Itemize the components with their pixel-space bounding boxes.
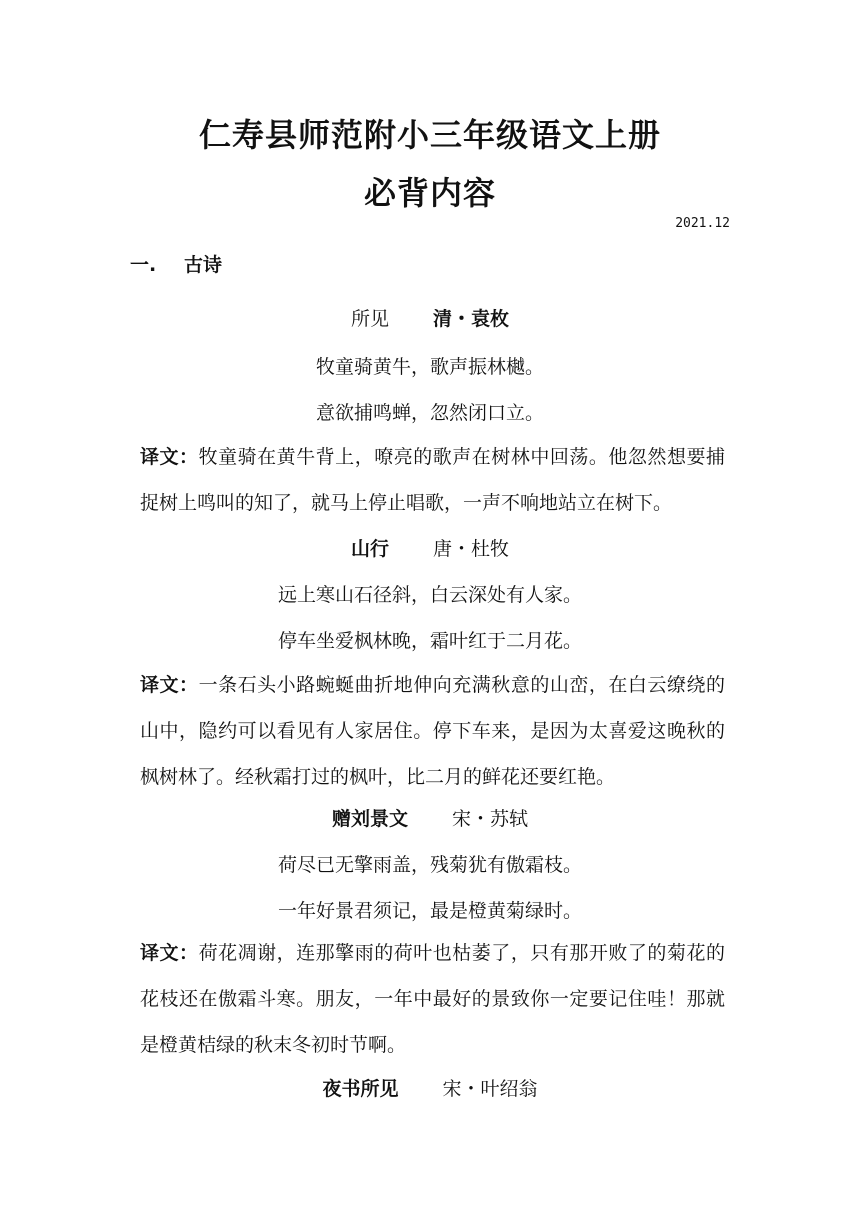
poem-heading <box>0 534 860 561</box>
poem-line: 停车坐爱枫林晚，霜叶红于二月花。 <box>277 630 582 652</box>
poem-line: 牧童骑黄牛，歌声振林樾。 <box>315 356 544 378</box>
poem-author: 唐・杜牧 <box>433 538 510 560</box>
section-title: 古诗 <box>184 254 223 276</box>
translation-text: 荷花凋谢，连那擎雨的荷叶也枯萎了，只有那开败了的菊花的花枝还在傲霜斗寒。朋友，一年中最好的景致你一定要记住哇！那就是橙黄桔绿的秋末冬初时节啊。 <box>140 942 725 1056</box>
section-number: 一. <box>130 254 157 276</box>
poem-line: 荷尽已无擎雨盖，残菊犹有傲霜枝。 <box>277 854 582 876</box>
page-title: 仁寿县师范附小三年级语文上册 <box>198 116 661 154</box>
poem-author: 宋・苏轼 <box>452 808 529 830</box>
poem-translation <box>140 662 725 800</box>
poem-title: 山行 <box>350 538 389 560</box>
poem-translation <box>140 434 725 526</box>
page-subtitle: 必背内容 <box>363 174 496 212</box>
translation-label: 译文： <box>140 446 199 468</box>
poem-heading <box>0 1074 860 1101</box>
poem-line: 一年好景君须记，最是橙黄菊绿时。 <box>277 900 582 922</box>
poem-author: 清・袁枚 <box>433 308 510 330</box>
document-date: 2021.12 <box>675 216 730 231</box>
translation-text: 牧童骑在黄牛背上，嘹亮的歌声在树林中回荡。他忽然想要捕捉树上鸣叫的知了，就马上停止唱歌，一声不响地站立在树下。 <box>140 446 725 514</box>
poem-title: 夜书所见 <box>322 1078 399 1100</box>
poem-translation <box>140 930 725 1068</box>
translation-label: 译文： <box>140 942 199 964</box>
translation-label: 译文： <box>140 674 199 696</box>
poem-heading <box>0 304 860 331</box>
translation-text: 一条石头小路蜿蜒曲折地伸向充满秋意的山峦，在白云缭绕的山中，隐约可以看见有人家居住。停下车来，是因为太喜爱这晚秋的枫树林了。经秋霜打过的枫叶，比二月的鲜花还要红艳。 <box>140 674 725 788</box>
poem-author: 宋・叶绍翁 <box>442 1078 538 1100</box>
poem-line: 意欲捕鸣蝉，忽然闭口立。 <box>315 402 544 424</box>
poem-title: 所见 <box>350 308 389 330</box>
poem-line: 远上寒山石径斜，白云深处有人家。 <box>277 584 582 606</box>
section-heading <box>130 250 222 277</box>
poem-title: 赠刘景文 <box>331 808 408 830</box>
poem-heading <box>0 804 860 831</box>
